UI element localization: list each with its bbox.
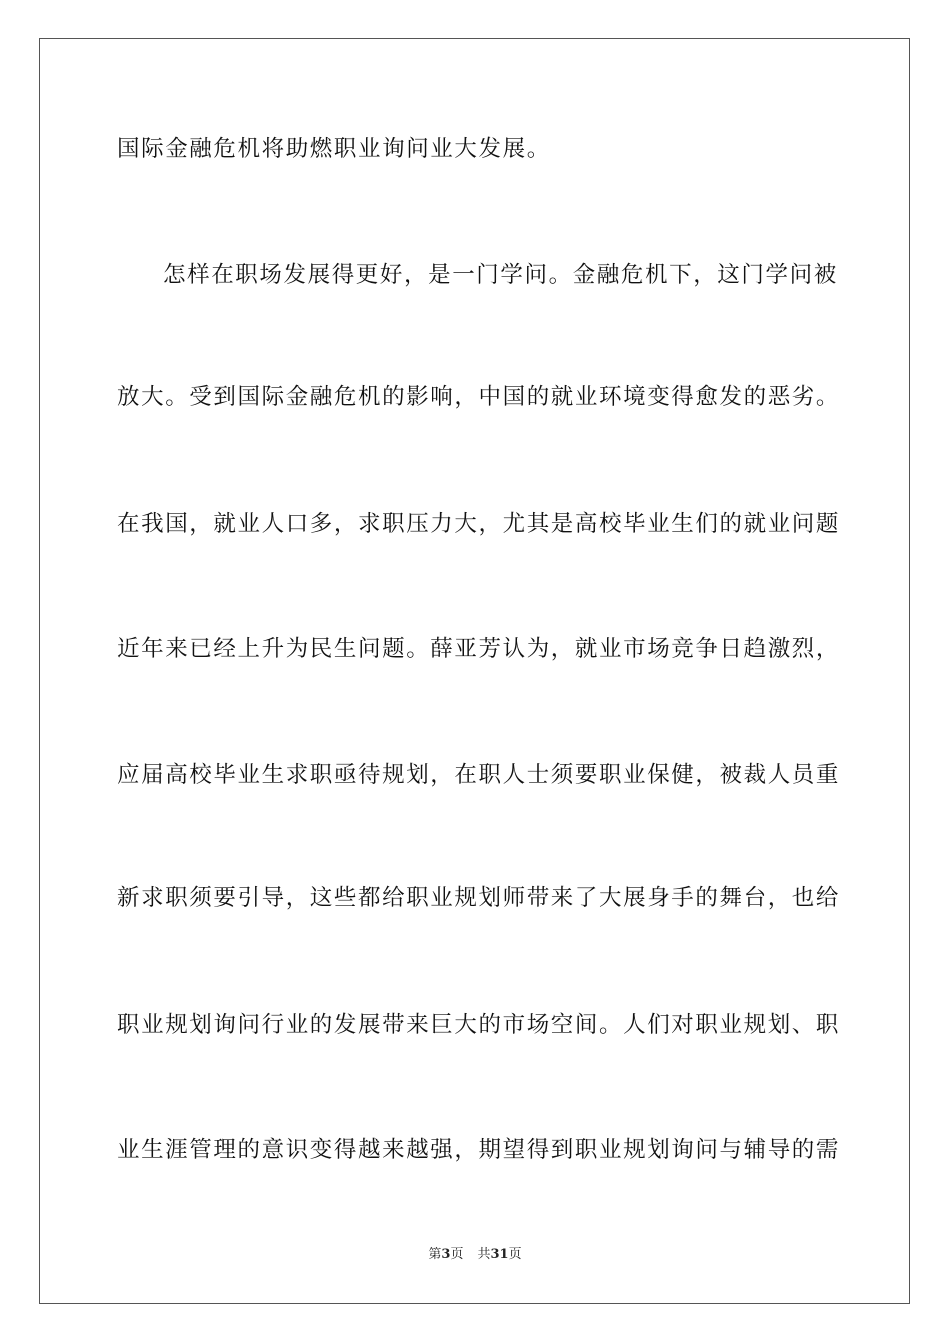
text-line-7: 新求职须要引导，这些都给职业规划师带来了大展身手的舞台，也给 <box>117 885 841 911</box>
text-line-8: 职业规划询问行业的发展带来巨大的市场空间。人们对职业规划、职 <box>117 1012 841 1038</box>
paragraph-start-line: 怎样在职场发展得更好，是一门学问。金融危机下，这门学问被 <box>163 262 838 288</box>
total-page-count: 31 <box>490 1247 509 1262</box>
text-line-6: 应届高校毕业生求职亟待规划，在职人士须要职业保健，被裁人员重 <box>117 762 841 788</box>
text-line-5: 近年来已经上升为民生问题。薛亚芳认为，就业市场竞争日趋激烈， <box>117 636 841 662</box>
page-border <box>39 38 910 1304</box>
text-line-4: 在我国，就业人口多，求职压力大，尤其是高校毕业生们的就业问题 <box>117 511 841 537</box>
page-number-label: 第3页 <box>428 1247 464 1262</box>
current-page-number: 3 <box>441 1247 451 1262</box>
page-footer <box>0 1246 950 1264</box>
text-line-1: 国际金融危机将助燃职业询问业大发展。 <box>117 136 551 162</box>
text-line-3: 放大。受到国际金融危机的影响，中国的就业环境变得愈发的恶劣。 <box>117 384 841 410</box>
total-pages-label: 共31页 <box>477 1247 522 1262</box>
text-line-9: 业生涯管理的意识变得越来越强，期望得到职业规划询问与辅导的需 <box>117 1137 841 1163</box>
